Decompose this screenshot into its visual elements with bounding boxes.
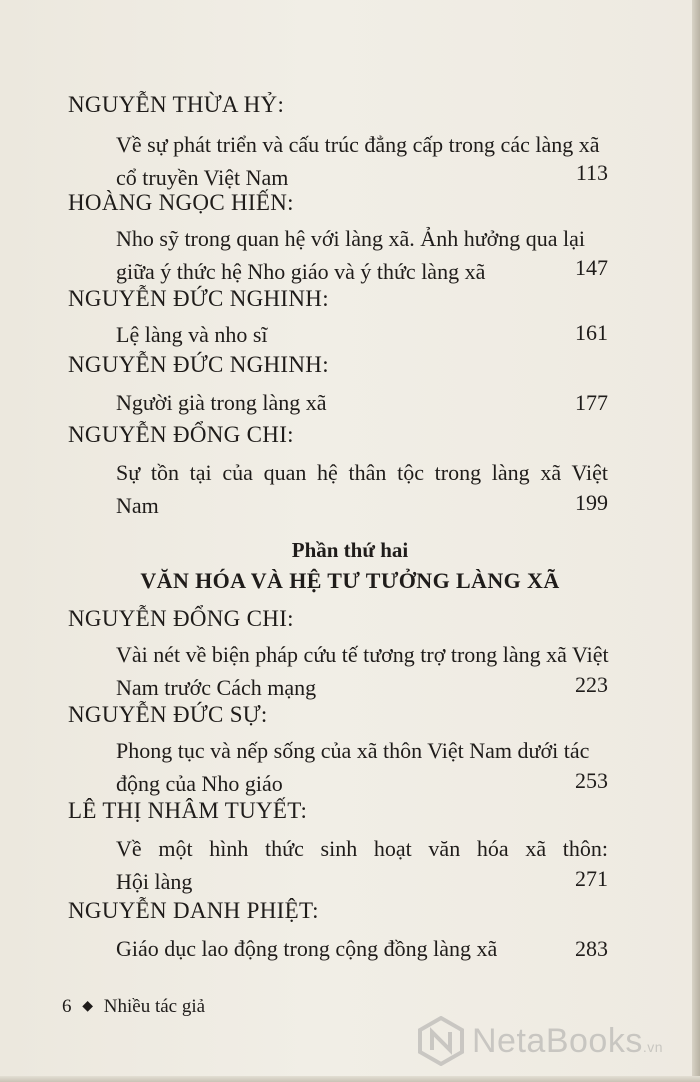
toc-title xyxy=(116,318,608,351)
toc-title xyxy=(116,832,608,898)
toc-title-line: Phong tục và nếp sống của xã thôn Việt Nam dưới tác xyxy=(116,738,590,763)
watermark-brand: NetaBooks.vn xyxy=(472,1021,664,1060)
toc-page-number: 223 xyxy=(575,672,608,697)
toc-title-line: động của Nho giáo xyxy=(116,771,283,796)
toc-author: NGUYỄN ĐỔNG CHI: xyxy=(68,422,294,447)
part-label: Phần thứ hai xyxy=(291,538,409,562)
toc-page-number: 283 xyxy=(575,936,608,961)
toc-page-number: 253 xyxy=(575,768,608,793)
toc-page-number: 147 xyxy=(575,255,608,280)
diamond-icon: ◆ xyxy=(82,999,94,1014)
toc-title-line: Nho sỹ trong quan hệ với làng xã. Ảnh hưởng qua lại xyxy=(116,226,586,251)
toc-author: NGUYỄN ĐỨC NGHINH: xyxy=(68,352,329,377)
toc-author: HOÀNG NGỌC HIẾN: xyxy=(68,190,294,215)
toc-page-number: 161 xyxy=(575,320,608,345)
toc-title-line: cổ truyền Việt Nam xyxy=(116,165,289,190)
toc-title-line: Người già trong làng xã xyxy=(116,390,327,415)
toc-page-number: 271 xyxy=(575,866,608,891)
toc-page-number: 177 xyxy=(575,390,608,415)
toc-title xyxy=(116,386,608,419)
toc-title-line: giữa ý thức hệ Nho giáo và ý thức làng xã xyxy=(116,259,486,284)
toc-author: NGUYỄN THỪA HỶ: xyxy=(68,92,285,117)
toc-title xyxy=(116,638,608,704)
toc-page-number: 113 xyxy=(575,160,608,185)
toc-title-line: Nam xyxy=(116,493,159,518)
toc-title-line: Lệ làng và nho sĩ xyxy=(116,322,268,347)
toc-title-line: Hội làng xyxy=(116,869,193,894)
toc-title xyxy=(116,222,608,288)
watermark xyxy=(418,1014,688,1068)
toc-title-line: Sự tồn tại của quan hệ thân tộc trong làng xã Việt xyxy=(116,460,608,485)
toc-author: NGUYỄN ĐỔNG CHI: xyxy=(68,606,294,631)
toc-title-line: Giáo dục lao động trong cộng đồng làng xã xyxy=(116,936,498,961)
toc-author: NGUYỄN ĐỨC SỰ: xyxy=(68,702,268,727)
toc-title xyxy=(116,734,608,800)
toc-title xyxy=(116,128,608,194)
toc-title-line: Về sự phát triển và cấu trúc đẳng cấp trong các làng xã xyxy=(116,132,600,157)
toc-title-line: Vài nét về biện pháp cứu tế tương trợ trong làng xã Việt xyxy=(116,642,609,667)
toc-page-number: 199 xyxy=(575,490,608,515)
toc-author: NGUYỄN ĐỨC NGHINH: xyxy=(68,286,329,311)
part-title: VĂN HÓA VÀ HỆ TƯ TƯỞNG LÀNG XÃ xyxy=(140,568,560,593)
toc-author: LÊ THỊ NHÂM TUYẾT: xyxy=(68,798,308,823)
page-bottom-edge xyxy=(0,1076,700,1082)
toc-author: NGUYỄN DANH PHIỆT: xyxy=(68,898,319,923)
footer-author-text: Nhiều tác giả xyxy=(103,996,206,1017)
toc-title xyxy=(116,456,608,522)
toc-title xyxy=(116,932,608,965)
toc-title-line: Nam trước Cách mạng xyxy=(116,675,317,700)
page-footer xyxy=(62,996,205,1018)
toc-title-line: Về một hình thức sinh hoạt văn hóa xã thôn: xyxy=(116,836,608,861)
netabooks-logo-icon xyxy=(418,1016,464,1066)
footer-page-number: 6 xyxy=(62,996,72,1017)
